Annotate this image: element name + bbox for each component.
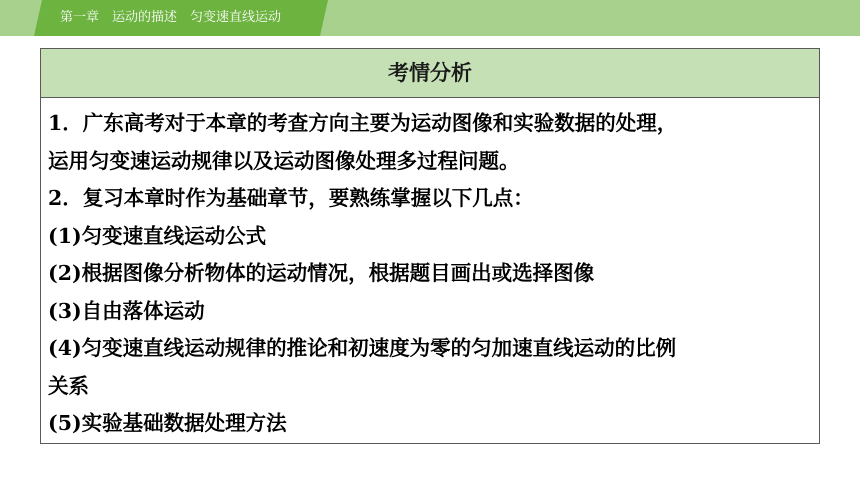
- content-line: (4)匀变速直线运动规律的推论和初速度为零的匀加速直线运动的比例: [48, 336, 677, 360]
- table-body: [41, 98, 819, 443]
- content-line: (5)实验基础数据处理方法: [48, 411, 287, 435]
- table-title: 考情分析: [41, 49, 819, 98]
- content-line: 2．复习本章时作为基础章节，要熟练掌握以下几点：: [48, 186, 534, 210]
- content-line: (1)匀变速直线运动公式: [48, 223, 267, 248]
- content-line: 1．广东高考对于本章的考查方向主要为运动图像和实验数据的处理，: [48, 111, 678, 135]
- content-line: 运用匀变速运动规律以及运动图像处理多过程问题。: [48, 148, 520, 173]
- analysis-table: [40, 48, 820, 444]
- chapter-breadcrumb: 第一章 运动的描述 匀变速直线运动: [60, 10, 282, 25]
- content-line: (2)根据图像分析物体的运动情况，根据题目画出或选择图像: [48, 261, 595, 285]
- content-line: 关系: [48, 373, 89, 398]
- content-line: (3)自由落体运动: [48, 298, 205, 323]
